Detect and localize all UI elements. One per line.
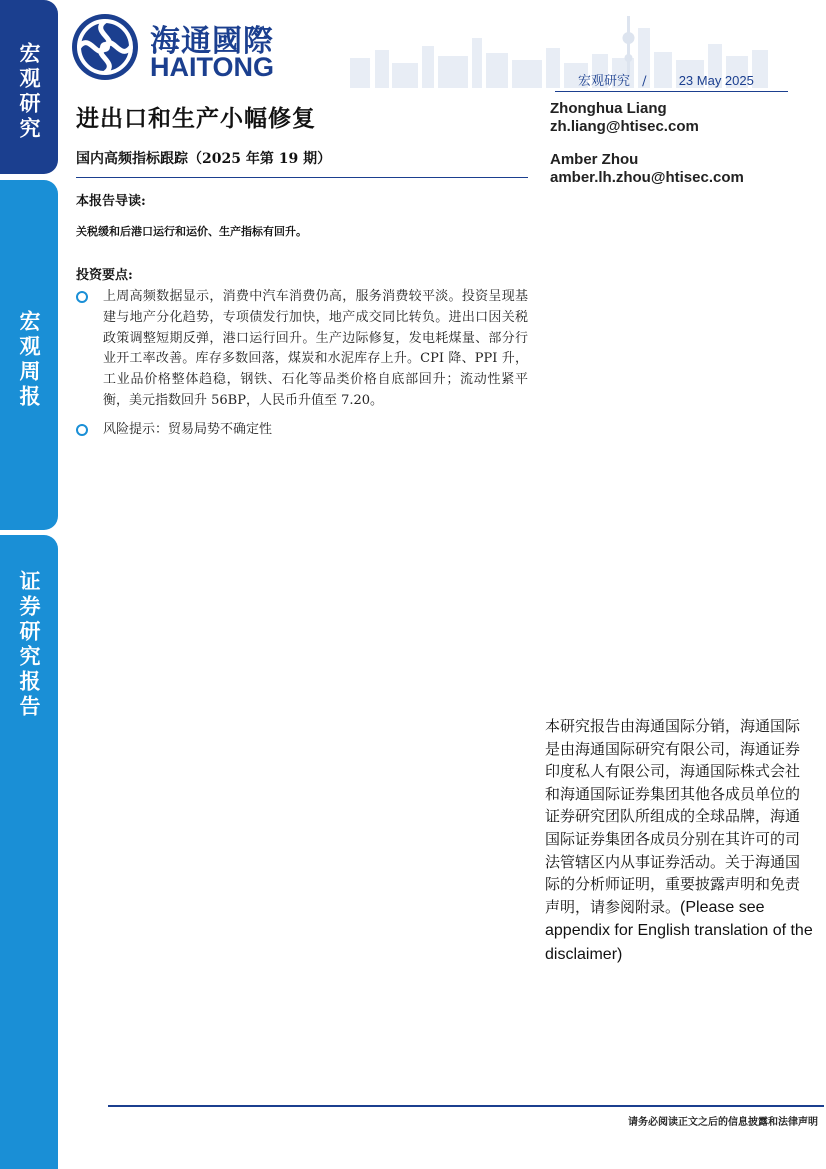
header-divider (555, 91, 788, 92)
side-tab-macro-weekly (0, 180, 58, 530)
logo-name-cn: 海通國際 (150, 24, 274, 59)
footer-divider (108, 1105, 824, 1107)
side-tab-label: 宏观周报 (17, 310, 42, 410)
author-block (550, 100, 699, 136)
bullet-icon (76, 424, 88, 436)
report-subtitle: 国内高频指标跟踪（2025 年第 19 期） (76, 151, 332, 167)
title-divider (76, 177, 528, 178)
side-tab-macro-research (0, 0, 58, 174)
key-point-item (76, 420, 528, 441)
key-point-text: 风险提示：贸易局势不确定性 (103, 422, 273, 437)
side-tab-label: 证券研究报告 (17, 570, 42, 720)
logo-name-en: HAITONG (150, 52, 275, 82)
guide-heading: 本报告导读: (76, 194, 146, 209)
header-date: 23 May 2025 (678, 73, 754, 88)
disclaimer-en: (Please see appendix for English translation of the disclaimer) (545, 898, 813, 963)
footer-legal-notice: 请务必阅读正文之后的信息披露和法律声明 (628, 1117, 818, 1128)
author-block (550, 151, 744, 187)
key-point-text: 上周高频数据显示，消费中汽车消费仍高，服务消费较平淡。投资呈现基建与地产分化趋势，专项债发行加快，地产成交同比转负。进出口因关税政策调整短期反弹，港口运行回升。生产边际修复，发电耗煤量、部分行业开工率改善。库存多数回落，煤炭和水泥库存上升。CPI 降、PPI 升，工业品价格整体趋稳，钢铁、石化等品类价格自底部回升；流动性紧平衡，美元指数回升 56BP，人民币升值至 7.20。 (103, 289, 528, 408)
author-name: Zhonghua Liang (550, 100, 667, 117)
bullet-icon (76, 291, 88, 303)
author-email[interactable]: amber.lh.zhou@htisec.com (550, 169, 744, 186)
side-tab-securities-report (0, 535, 58, 1169)
header-category: 宏观研究 (578, 74, 631, 89)
header-meta (578, 70, 754, 89)
author-email[interactable]: zh.liang@htisec.com (550, 118, 699, 135)
key-point-item (76, 287, 528, 412)
key-points-heading: 投资要点: (76, 268, 133, 283)
guide-text: 关税缓和后港口运行和运价、生产指标有回升。 (76, 225, 307, 238)
haitong-logo (70, 10, 330, 88)
author-name: Amber Zhou (550, 151, 639, 168)
side-tab-label: 宏观研究 (17, 42, 42, 142)
haitong-logo-icon (70, 12, 140, 82)
disclaimer-block (545, 715, 813, 967)
disclaimer-cn: 本研究报告由海通国际分销，海通国际是由海通国际研究有限公司，海通证券印度私人有限公司，海通国际株式会社和海通国际证券集团其他各成员单位的证券研究团队所组成的全球品牌，海通国际证券集团各成员分别在其许可的司法管辖区内从事证券活动。关于海通国际的分析师证明，重要披露声明和免责声明，请参阅附录。 (545, 717, 801, 916)
header-separator: / (642, 74, 647, 89)
report-title: 进出口和生产小幅修复 (76, 106, 316, 132)
